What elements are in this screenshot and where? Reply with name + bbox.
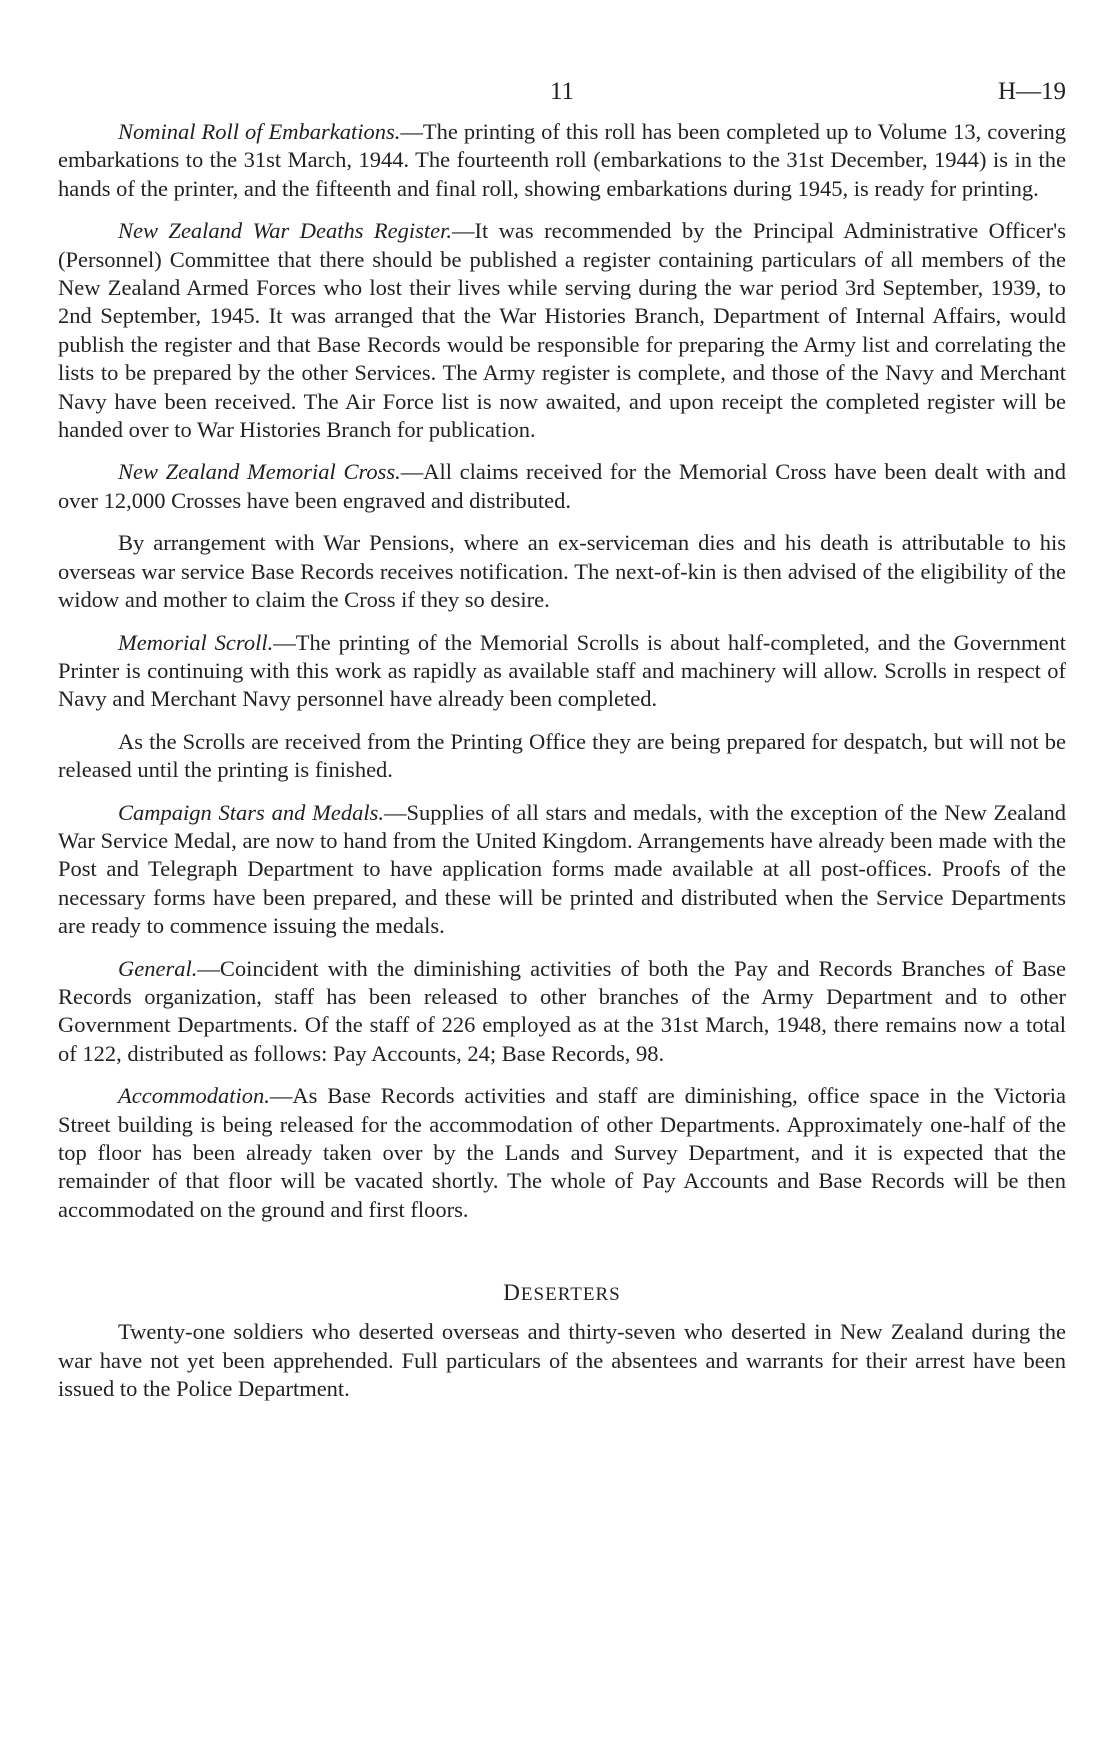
heading-rest: ESERTERS [520,1284,621,1306]
paragraph-text: —It was recommended by the Principal Administrative Officer's (Personnel) Committee that there should be published a register containing particulars of all members of the New Zealand Armed Forces who lost their lives while serving during the war period 3rd September, 1939, to 2nd September, 1945. It was arranged that the War Histories Branch, Department of Internal Affairs, would publish the register and that Base Records would be responsible for preparing the Army list and correlating the lists to be prepared by the other Services. The Army register is complete, and those of the Navy and Merchant Navy have been received. The Air Force list is now awaited, and upon receipt the completed register will be handed over to War Histories Branch for publication. [58,218,1066,443]
paragraph-accommodation [58,1082,1066,1224]
paragraph-war-pensions [58,529,1066,614]
paragraph-text: —As Base Records activities and staff are diminishing, office space in the Victoria Street building is being released for the accommodation of other Departments. Approximately one-half of the top floor has been already taken over by the Lands and Survey Department, and it is expected that the remainder of that floor will be vacated shortly. The whole of Pay Accounts and Base Records will be then accommodated on the ground and first floors. [58,1083,1066,1222]
paragraph-text: —All claims received for the Memorial Cross have been dealt with and over 12,000 Crosses have been engraved and distributed. [58,459,1066,513]
paragraph-heading: Campaign Stars and Medals. [118,799,385,825]
document-reference: H—19 [997,78,1066,105]
paragraph-memorial-cross [58,458,1066,515]
paragraph-heading: Accommodation. [118,1083,270,1109]
document-page [58,78,1066,1417]
paragraph-heading: New Zealand Memorial Cross. [118,459,401,485]
section-heading-deserters [58,1280,1066,1306]
paragraph-text: —Coincident with the diminishing activities of both the Pay and Records Branches of Base Records organization, staff has been released to other branches of the Army Department and to other Government Departments. Of the staff of 226 employed as at the 31st March, 1948, there remains now a total of 122, distributed as follows: Pay Accounts, 24; Base Records, 98. [58,955,1066,1066]
paragraph-heading: Nominal Roll of Embarkations. [118,119,401,144]
page-number: 11 [549,78,575,105]
paragraph-memorial-scroll [58,629,1066,714]
paragraph-text: As the Scrolls are received from the Printing Office they are being prepared for despatch, but will not be released until the printing is finished. [58,728,1066,783]
paragraph-deserters [58,1318,1066,1403]
paragraph-text: —The printing of this roll has been completed up to Volume 13, covering embarkations to the 31st March, 1944. The fourteenth roll (embarkations to the 31st December, 1944) is in the hands of the printer, and the fifteenth and final roll, showing embarkations during 1945, is ready for printing. [58,119,1066,201]
page-header [58,78,1066,118]
paragraph-text: By arrangement with War Pensions, where an ex-serviceman dies and his death is attributable to his overseas war service Base Records receives notification. The next-of-kin is then advised of the eligibility of the widow and mother to claim the Cross if they so desire. [58,530,1066,613]
paragraph-text: —The printing of the Memorial Scrolls is about half-completed, and the Government Printer is continuing with this work as rapidly as available staff and machinery will allow. Scrolls in respect of Navy and Merchant Navy personnel have already been completed. [58,629,1066,712]
heading-initial: D [503,1280,521,1306]
paragraph-text: Twenty-one soldiers who deserted overseas and thirty-seven who deserted in New Zealand during the war have not yet been apprehended. Full particulars of the absentees and warrants for their arrest have been issued to the Police Department. [58,1319,1066,1402]
paragraph-heading: Memorial Scroll. [118,629,274,655]
paragraph-heading: New Zealand War Deaths Register. [118,218,453,244]
paragraph-general [58,955,1066,1069]
paragraph-war-deaths-register [58,217,1066,444]
paragraph-heading: General. [118,955,198,981]
paragraph-nominal-roll [58,118,1066,203]
paragraph-campaign-stars [58,799,1066,941]
paragraph-scroll-despatch [58,728,1066,785]
paragraph-text: —Supplies of all stars and medals, with the exception of the New Zealand War Service Medal, are now to hand from the United Kingdom. Arrangements have already been made with the Post and Telegraph Department to have application forms made available at all post-offices. Proofs of the necessary forms have been prepared, and these will be printed and distributed when the Service Departments are ready to commence issuing the medals. [58,799,1066,939]
